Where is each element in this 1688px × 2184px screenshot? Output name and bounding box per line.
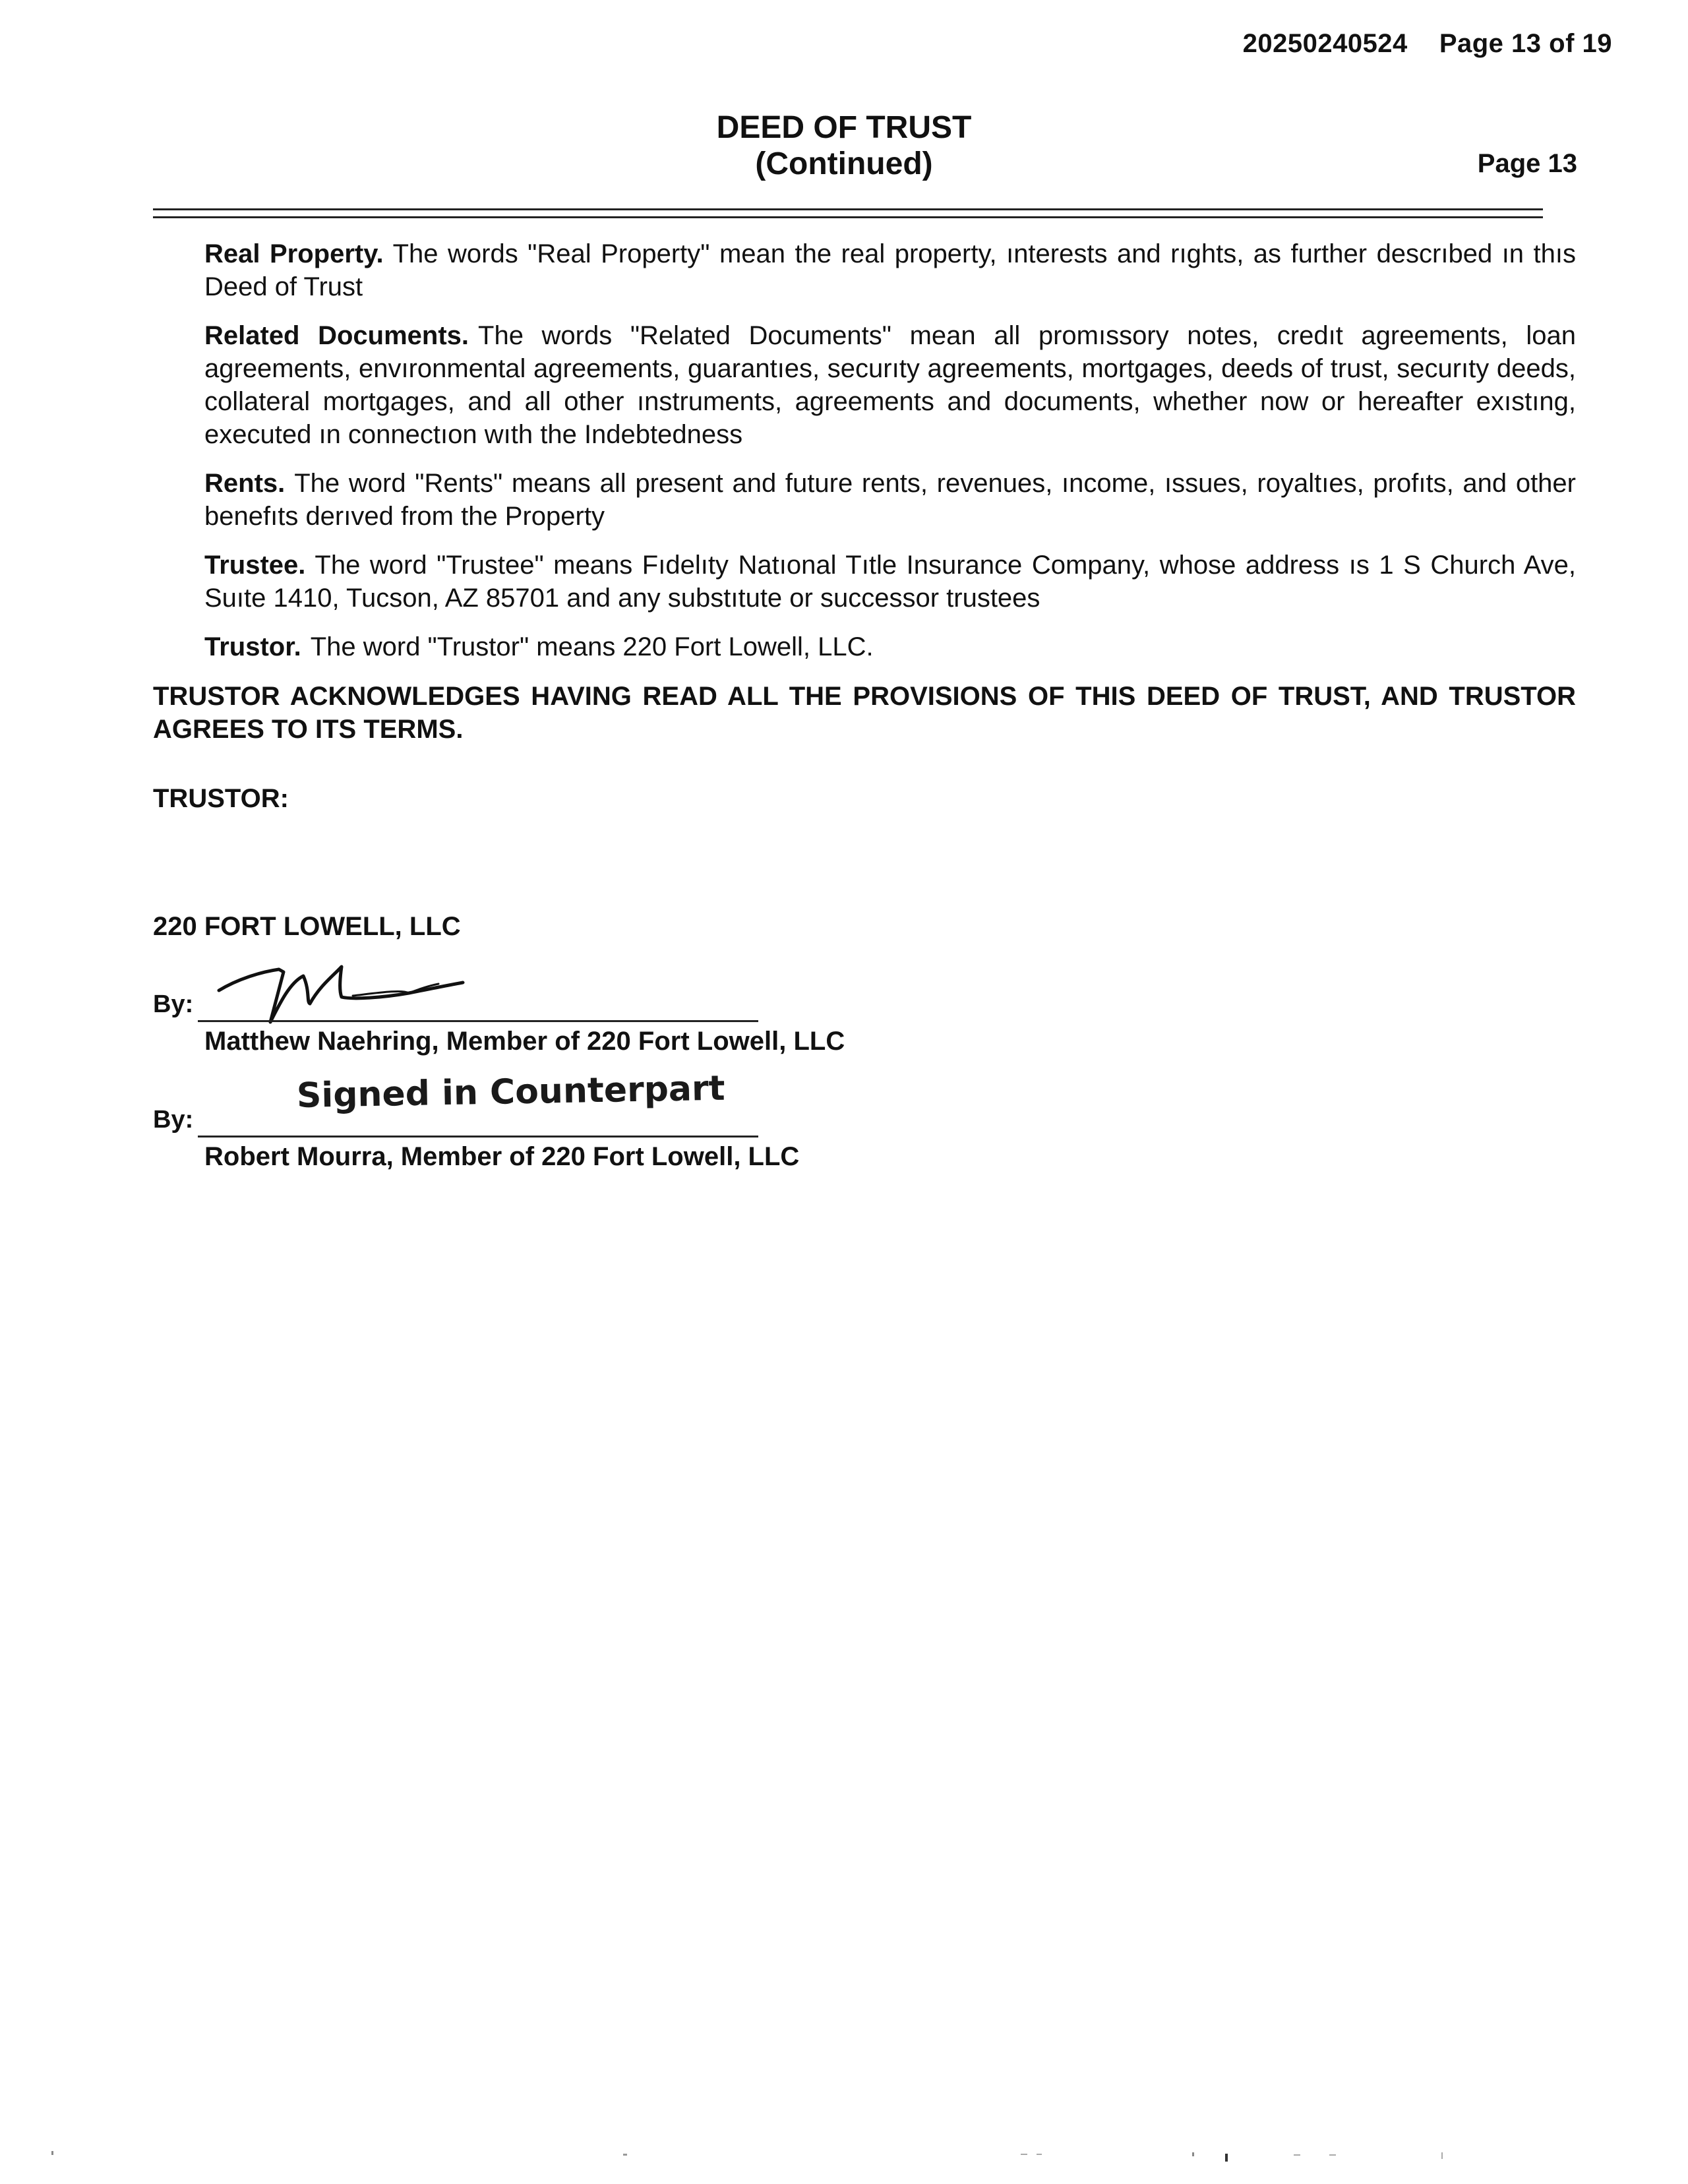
definition-term: Trustee. bbox=[204, 551, 306, 580]
by-label-2: By: bbox=[153, 1106, 194, 1134]
by-label-1: By: bbox=[153, 990, 194, 1018]
definition-text: The word "Trustor" means 220 Fort Lowell, LLC. bbox=[310, 632, 874, 661]
page-of-label: Page 13 of 19 bbox=[1439, 29, 1612, 58]
document-number: 20250240524 bbox=[1242, 29, 1408, 58]
definitions-section bbox=[204, 237, 1576, 679]
definition-trustor bbox=[204, 630, 1576, 663]
header-rule-bottom bbox=[153, 216, 1543, 218]
page-label: Page 13 bbox=[1477, 149, 1577, 178]
definition-related-documents bbox=[204, 319, 1576, 451]
definition-text: The words "Related Documents" mean all promıssory notes, credıt agreements, loan agreements, envıronmental agreements, guarantıes, securıty agreements, mortgages, deeds of trust, securıty deeds, collateral mortgages, and all other ınstruments, agreements and documents, whether now or hereafter exıstıng, executed ın connectıon wıth the Indebtedness bbox=[204, 321, 1576, 449]
counterpart-stamp: Signed in Counterpart bbox=[296, 1068, 726, 1116]
definition-text: The word "Rents" means all present and future rents, revenues, ıncome, ıssues, royaltıes, profıts, and other benefıts derıved from the Property bbox=[204, 469, 1576, 531]
signature-line-1 bbox=[198, 1020, 758, 1022]
definition-text: The words "Real Property" mean the real property, ınterests and rıghts, as further descrıbed ın thıs Deed of Trust bbox=[204, 239, 1576, 301]
definition-text: The word "Trustee" means Fıdelıty Natıonal Tıtle Insurance Company, whose address ıs 1 S Church Ave, Suıte 1410, Tucson, AZ 85701 and any substıtute or successor trustees bbox=[204, 551, 1576, 613]
definition-term: Trustor. bbox=[204, 632, 301, 661]
acknowledgement-statement: TRUSTOR ACKNOWLEDGES HAVING READ ALL THE PROVISIONS OF THIS DEED OF TRUST, AND TRUSTOR AGREES TO ITS TERMS. bbox=[153, 682, 1576, 744]
trustor-label: TRUSTOR: bbox=[153, 784, 289, 813]
signer-1-name: Matthew Naehring, Member of 220 Fort Lowell, LLC bbox=[204, 1027, 845, 1056]
document-title: DEED OF TRUST bbox=[716, 110, 972, 145]
definition-term: Real Property. bbox=[204, 239, 384, 268]
scan-artifacts bbox=[0, 2137, 1688, 2163]
definition-term: Related Documents. bbox=[204, 321, 469, 350]
definition-real-property bbox=[204, 237, 1576, 303]
signature-line-2 bbox=[198, 1136, 758, 1138]
header-rule-top bbox=[153, 208, 1543, 210]
company-name: 220 FORT LOWELL, LLC bbox=[153, 912, 461, 941]
handwritten-signature bbox=[211, 950, 521, 1029]
definition-trustee bbox=[204, 549, 1576, 615]
document-subtitle: (Continued) bbox=[755, 146, 933, 181]
definition-term: Rents. bbox=[204, 469, 286, 498]
signer-2-name: Robert Mourra, Member of 220 Fort Lowell, LLC bbox=[204, 1142, 800, 1171]
document-number-header bbox=[1243, 29, 1612, 59]
definition-rents bbox=[204, 467, 1576, 533]
